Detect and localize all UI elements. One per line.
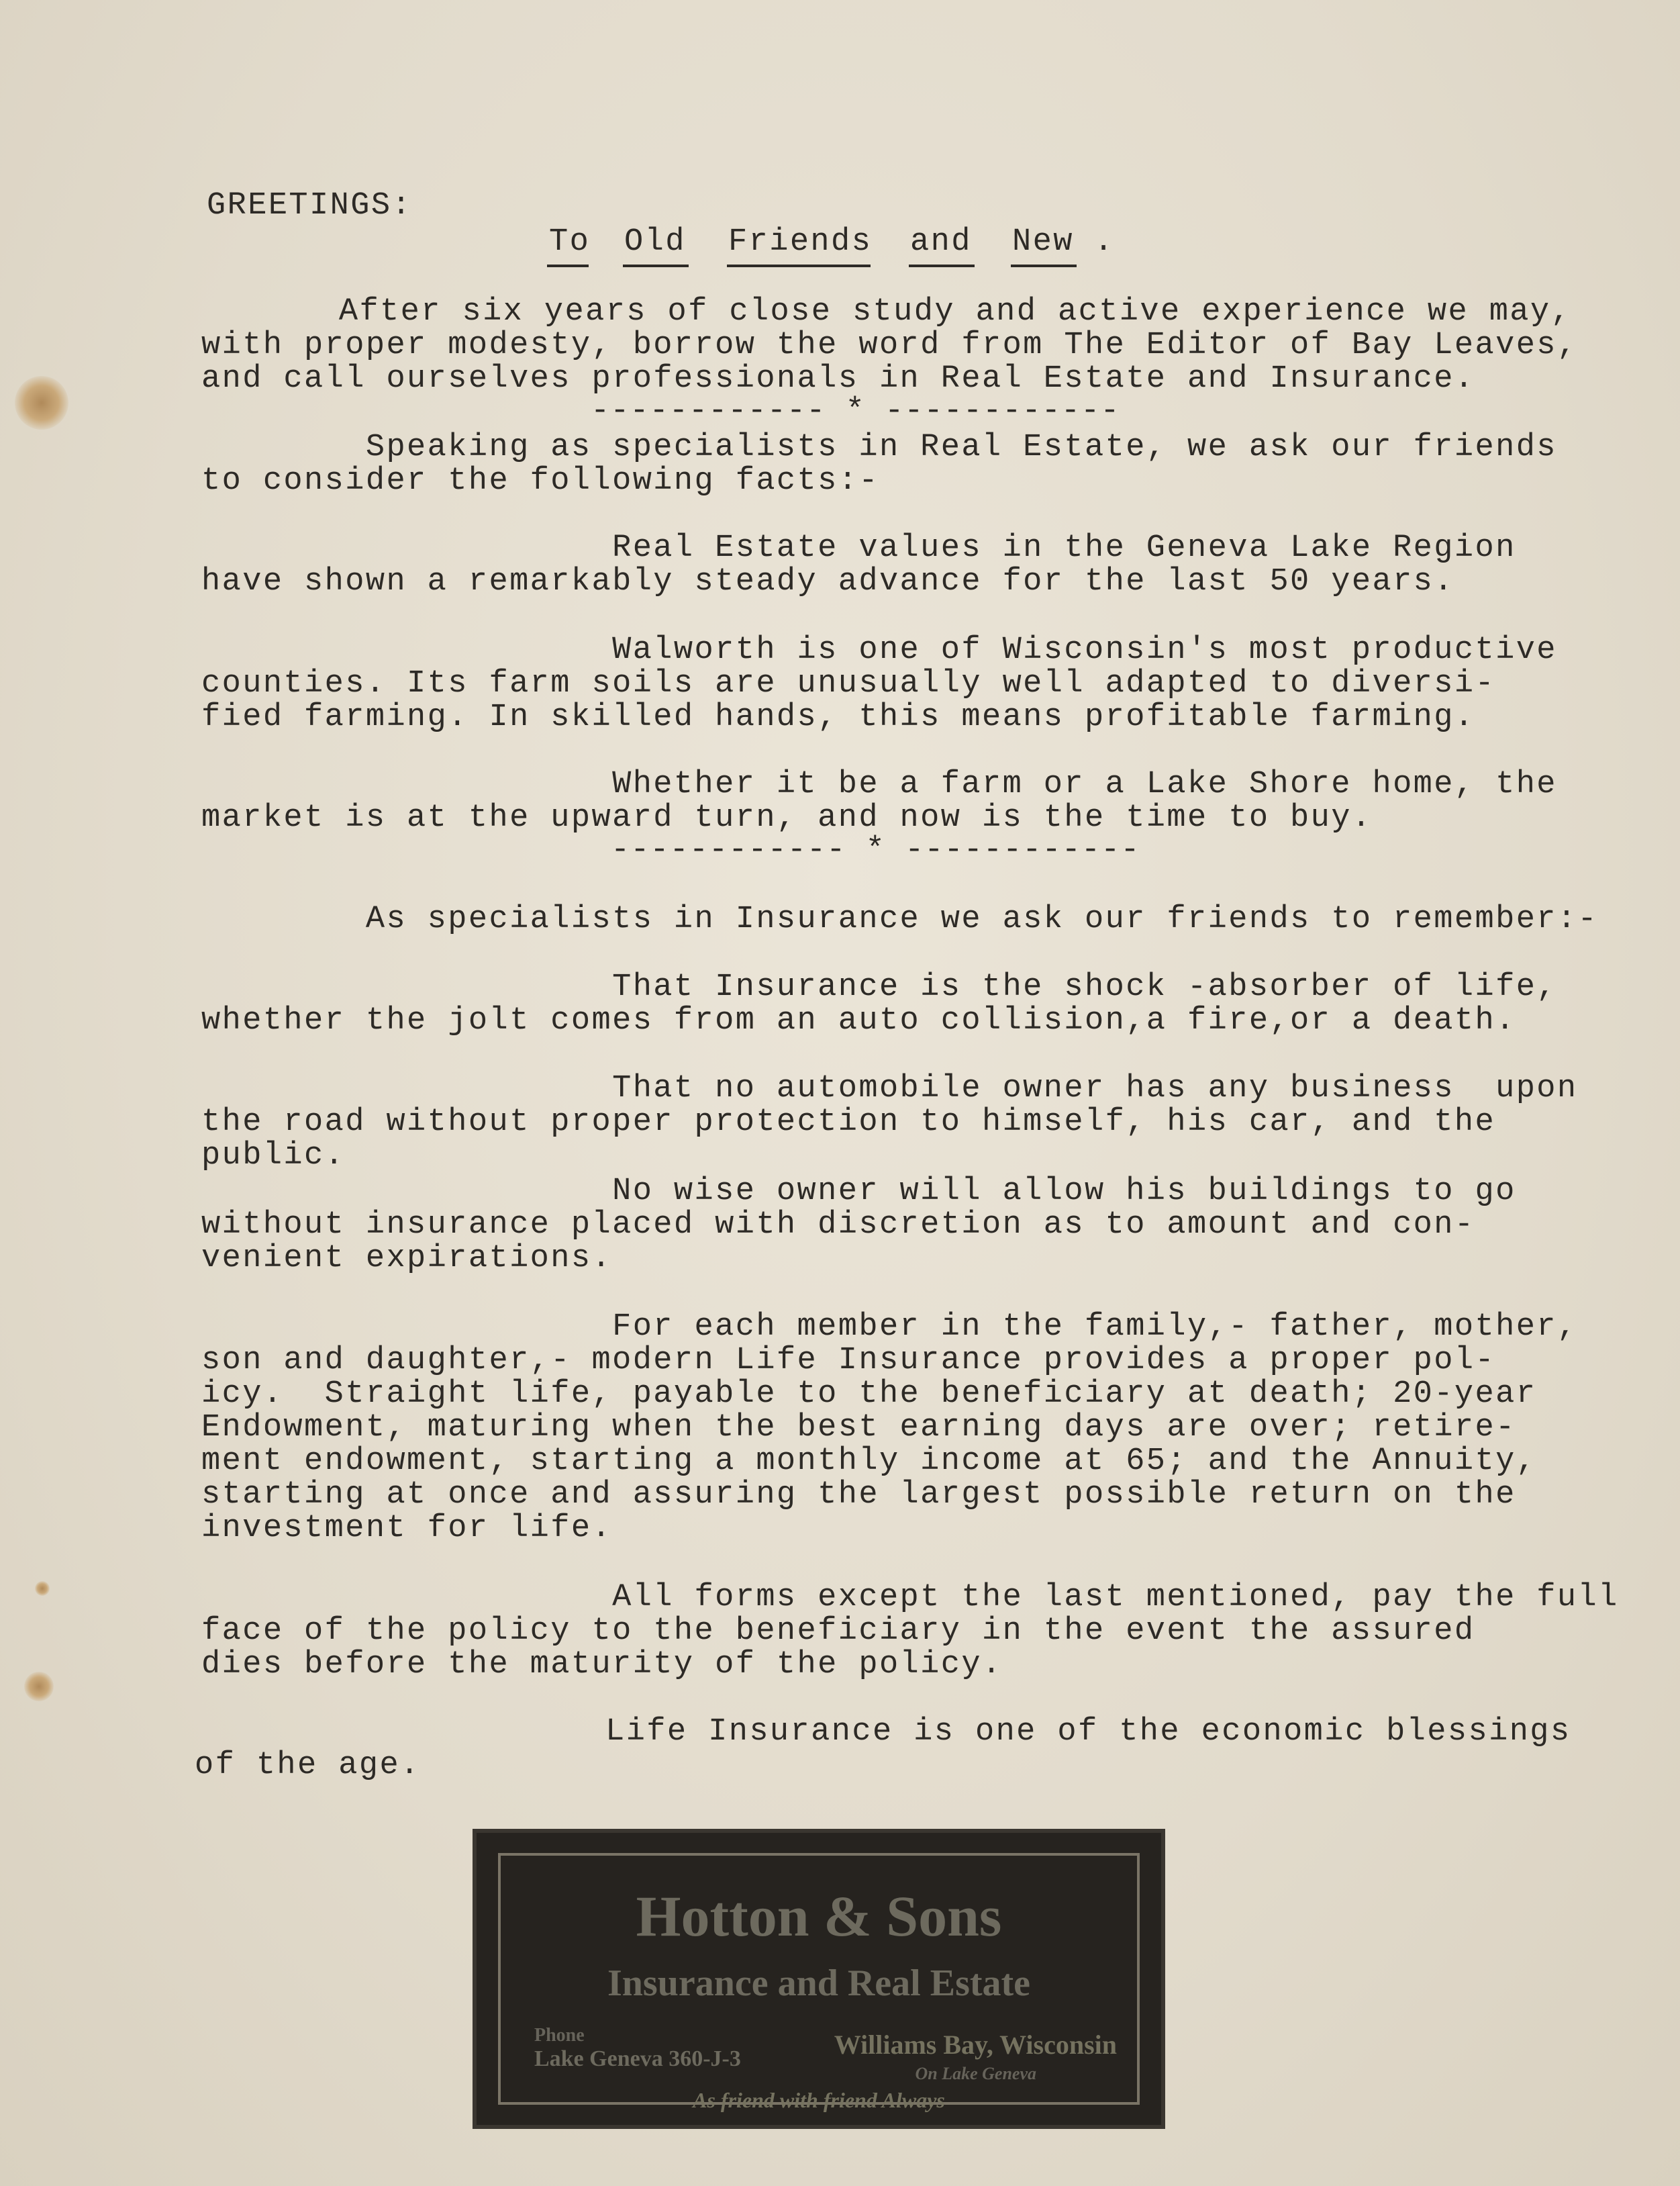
business-services: Insurance and Real Estate xyxy=(607,1962,1031,2004)
text-line: ment endowment, starting a monthly income at 65; and the Annuity, xyxy=(201,1443,1537,1479)
text-line: Real Estate values in the Geneva Lake Region xyxy=(201,530,1516,566)
text-line: Walworth is one of Wisconsin's most productive xyxy=(201,632,1557,668)
text-line: face of the policy to the beneficiary in the event the assured xyxy=(201,1613,1475,1649)
text-line: to consider the following facts:- xyxy=(201,463,879,499)
text-line: and call ourselves professionals in Real Estate and Insurance. xyxy=(201,361,1475,397)
business-name: Hotton & Sons xyxy=(636,1884,1002,1948)
text-line: with proper modesty, borrow the word from The Editor of Bay Leaves, xyxy=(201,328,1578,363)
subtitle-word: . xyxy=(1094,224,1115,260)
separator: ------------ * ------------ xyxy=(591,393,1120,429)
card-border xyxy=(498,1853,1140,2112)
underline xyxy=(623,265,689,267)
text-line: whether the jolt comes from an auto collision,a fire,or a death. xyxy=(201,1003,1516,1039)
text-line: That Insurance is the shock -absorber of life, xyxy=(201,969,1557,1005)
text-line: That no automobile owner has any business upon xyxy=(201,1071,1578,1106)
text-line: counties. Its farm soils are unusually well adapted to diversi- xyxy=(201,666,1496,702)
punch-hole-mark xyxy=(24,1672,54,1701)
punch-hole-mark xyxy=(15,376,68,430)
business-tagline: As friend with friend Always xyxy=(693,2088,945,2112)
text-line: As specialists in Insurance we ask our friends to remember:- xyxy=(201,902,1599,937)
text-line: of the age. xyxy=(195,1748,421,1783)
underline xyxy=(547,265,589,267)
text-line: All forms except the last mentioned, pay the full xyxy=(201,1580,1619,1615)
subtitle-word: To xyxy=(549,224,591,260)
text-line: Life Insurance is one of the economic blessings xyxy=(195,1714,1571,1750)
text-line: starting at once and assuring the largest possible return on the xyxy=(201,1477,1516,1513)
text-line: have shown a remarkably steady advance for the last 50 years. xyxy=(201,564,1454,600)
text-line: Whether it be a farm or a Lake Shore home, the xyxy=(201,767,1557,802)
subtitle-word: New xyxy=(1012,224,1074,260)
text-line: market is at the upward turn, and now is the time to buy. xyxy=(201,800,1373,836)
text-line: investment for life. xyxy=(201,1511,613,1546)
text-line: public. xyxy=(201,1138,346,1174)
text-line: No wise owner will allow his buildings to go xyxy=(201,1174,1516,1209)
subtitle-word: Friends xyxy=(728,224,873,260)
separator: ------------ * ------------ xyxy=(611,833,1140,868)
text-line: without insurance placed with discretion as to amount and con- xyxy=(201,1207,1475,1243)
underline xyxy=(1011,265,1077,267)
business-card-stamp xyxy=(477,1833,1161,2125)
phone-label: Phone xyxy=(534,2025,585,2046)
text-line: dies before the maturity of the policy. xyxy=(201,1647,1003,1682)
text-line: icy. Straight life, payable to the beneficiary at death; 20-year xyxy=(201,1376,1537,1412)
location-note: On Lake Geneva xyxy=(915,2064,1036,2083)
text-line: Speaking as specialists in Real Estate, we ask our friends xyxy=(201,430,1557,465)
text-line: Endowment, maturing when the best earning days are over; retire- xyxy=(201,1410,1516,1445)
text-line: After six years of close study and active experience we may, xyxy=(175,294,1572,330)
text-line: son and daughter,- modern Life Insurance provides a proper pol- xyxy=(201,1343,1496,1378)
underline xyxy=(727,265,871,267)
salutation: GREETINGS: xyxy=(207,188,413,224)
underline xyxy=(909,265,975,267)
text-line: the road without proper protection to himself, his car, and the xyxy=(201,1104,1496,1140)
business-location: Williams Bay, Wisconsin xyxy=(834,2030,1117,2060)
subtitle-word: and xyxy=(910,224,972,260)
punch-hole-mark xyxy=(35,1581,50,1596)
phone-number: Lake Geneva 360-J-3 xyxy=(534,2046,741,2071)
text-line: For each member in the family,- father, mother, xyxy=(201,1309,1578,1345)
text-line: fied farming. In skilled hands, this means profitable farming. xyxy=(201,700,1475,735)
subtitle-word: Old xyxy=(624,224,686,260)
text-line: venient expirations. xyxy=(201,1241,613,1276)
